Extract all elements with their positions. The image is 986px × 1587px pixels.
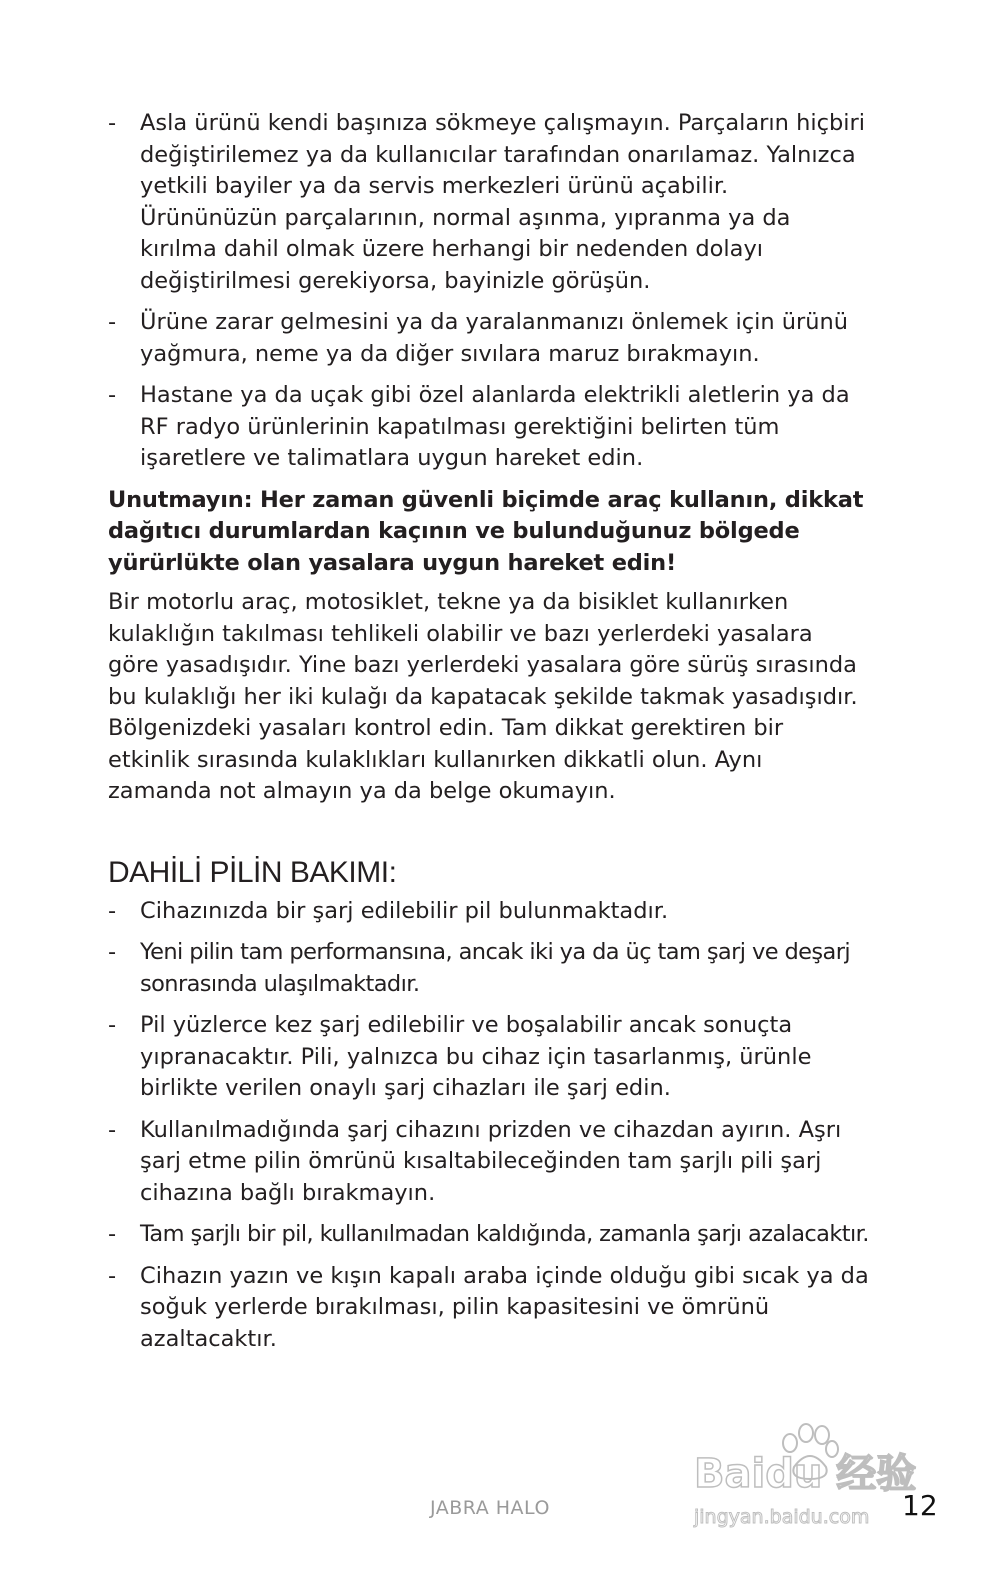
bullet-dash: - [108, 382, 117, 408]
footer-brand: JABRA HALO [430, 1497, 550, 1519]
bullet-dash: - [108, 1221, 116, 1247]
bullet-dash: - [108, 110, 117, 136]
list-item [108, 307, 870, 370]
bullet-dash: - [108, 1012, 117, 1038]
list-item [108, 1010, 870, 1105]
page-number: 12 [902, 1489, 938, 1522]
bullet-dash: - [108, 897, 117, 924]
bullet-dash: - [108, 309, 117, 335]
list-item-text: Pil yüzlerce kez şarj edilebilir ve boşalabilir ancak sonuçta yıpranacaktır. Pili, yalnızca bu cihaz için tasarlanmış, ürünle birlikte verilen onaylı şarj cihazları ile şarj edin. [140, 1012, 812, 1101]
bullet-dash: - [108, 1116, 117, 1143]
list-item-text: Kullanılmadığında şarj cihazını prizden ve cihazdan ayırın. Aşrı şarj etme pilin ömrünü kısaltabileceğinden tam şarjlı pili şarj cihazına bağlı bırakmayın. [140, 1116, 842, 1206]
list-item [108, 1115, 870, 1210]
list-item [108, 1219, 870, 1251]
list-item-text: Yeni pilin tam performansına, ancak iki ya da üç tam şarj ve deşarj sonrasında ulaşılmaktadır. [140, 939, 851, 997]
list-item-text: Cihazınızda bir şarj edilebilir pil bulunmaktadır. [140, 897, 669, 924]
watermark-url: jingyan.baidu.com [694, 1506, 870, 1528]
bullet-dash: - [108, 939, 116, 965]
list-item [108, 896, 870, 928]
warning-heading: Unutmayın: Her zaman güvenli biçimde araç kullanın, dikkat dağıtıcı durumlardan kaçının ve bulunduğunuz bölgede yürürlükte olan yasalara uygun hareket edin! [108, 486, 864, 576]
list-item-text: Tam şarjlı bir pil, kullanılmadan kaldığında, zamanla şarjı azalacaktır. [140, 1221, 869, 1247]
list-item [108, 1261, 870, 1356]
list-item-text: Asla ürünü kendi başınıza sökmeye çalışmayın. Parçaların hiçbiri değiştirilemez ya da kullanıcılar tarafından onarılamaz. Yalnızca yetkili bayiler ya da servis merkezleri ürünü açabilir. Ürününüzün parçalarının, normal aşınma, yıpranma ya da kırılma dahil olmak üzere herhangi bir nedenden dolayı değiştirilmesi gerekiyorsa, bayinizle görüşün. [140, 110, 866, 294]
list-item [108, 108, 870, 297]
list-item [108, 937, 870, 1000]
list-item-text: Ürüne zarar gelmesini ya da yaralanmanızı önlemek için ürünü yağmura, neme ya da diğer sıvılara maruz bırakmayın. [140, 309, 849, 367]
warning-body: Bir motorlu araç, motosiklet, tekne ya da bisiklet kullanırken kulaklığın takılması tehlikeli olabilir ve bazı yerlerdeki yasalara göre yasadışıdır. Yine bazı yerlerdeki yasalara göre sürüş sırasında bu kulaklığı her iki kulağı da kapatacak şekilde takmak yasadışıdır. Bölgenizdeki yasaları kontrol edin. Tam dikkat gerektiren bir etkinlik sırasında kulaklıkları kullanırken dikkatli olun. Aynı zamanda not almayın ya da belge okumayın. [108, 589, 858, 804]
list-item-text: Hastane ya da uçak gibi özel alanlarda elektrikli aletlerin ya da RF radyo ürünlerinin kapatılması gerektiğini belirten tüm işaretlere ve talimatlara uygun hareket edin. [140, 382, 850, 471]
baidu-watermark [690, 1415, 920, 1535]
page-content [108, 108, 870, 1365]
section-title: DAHİLİ PİLİN BAKIMI: [108, 855, 397, 889]
bullet-dash: - [108, 1262, 117, 1289]
list-item-text: Cihazın yazın ve kışın kapalı araba içinde olduğu gibi sıcak ya da soğuk yerlerde bırakılması, pilin kapasitesini ve ömrünü azaltacaktır. [140, 1262, 869, 1352]
watermark-logo: Baidu 经验 [694, 1451, 917, 1497]
list-item [108, 380, 870, 475]
